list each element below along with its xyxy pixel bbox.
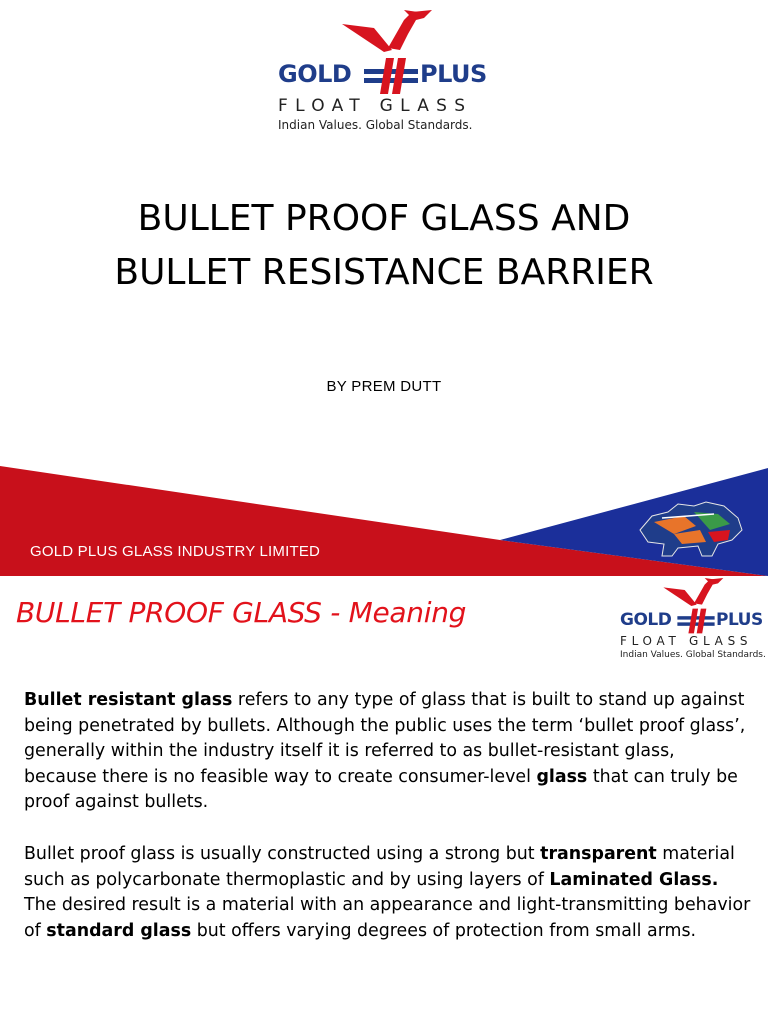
float-glass-text: FLOAT GLASS [278, 96, 473, 116]
bold-term: Laminated Glass. [549, 869, 719, 890]
text-run: material such as polycarbonate thermoplastic and by using layers of [24, 844, 735, 890]
author-byline: BY PREM DUTT [326, 378, 442, 395]
tagline: Indian Values. Global Standards. [620, 650, 766, 660]
text-run: The desired result is a material with an appearance and light-transmitting behavior of [24, 895, 751, 941]
paragraph-construction [24, 842, 752, 944]
brand-plus-text: PLUS [420, 60, 487, 88]
text-run: but offers varying degrees of protection from small arms. [191, 920, 697, 941]
brand-plus-text: PLUS [716, 610, 763, 630]
goldplus-logo [278, 10, 490, 134]
bold-term: standard glass [46, 920, 192, 941]
goldplus-logo-small [620, 578, 766, 664]
float-glass-text: FLOAT GLASS [620, 634, 753, 648]
brand-gold-text: GOLD [278, 60, 352, 88]
text-run: that can truly be proof against bullets. [24, 766, 738, 813]
make-in-india-lion-icon [634, 500, 746, 558]
plus-cross-icon [362, 56, 420, 96]
tagline: Indian Values. Global Standards. [278, 118, 473, 132]
bold-term: transparent [540, 844, 657, 864]
plus-cross-icon [676, 607, 716, 635]
slide-title [40, 192, 728, 300]
slide-heading: BULLET PROOF GLASS - Meaning [16, 596, 467, 629]
title-line-2: BULLET RESISTANCE BARRIER [114, 252, 654, 293]
bird-logo-icon [338, 10, 438, 58]
company-name: GOLD PLUS GLASS INDUSTRY LIMITED [30, 543, 321, 560]
bold-term: glass [536, 766, 588, 787]
text-run: Bullet proof glass is usually constructed using a strong but [24, 844, 541, 864]
brand-gold-text: GOLD [620, 610, 672, 630]
text-run: refers to any type of glass that is built to stand up against being penetrated by bullets. Although the public uses the term ‘bullet proof glass’, generally within the industry itself it is referred to as bullet-resistant glass, because there is no feasible way to create consumer-level [24, 690, 746, 787]
bird-logo-icon [658, 578, 730, 610]
bold-term: Bullet resistant glass [24, 690, 233, 710]
paragraph-definition [24, 688, 752, 816]
meaning-slide [0, 576, 768, 1024]
title-line-1: BULLET PROOF GLASS AND [137, 198, 631, 239]
